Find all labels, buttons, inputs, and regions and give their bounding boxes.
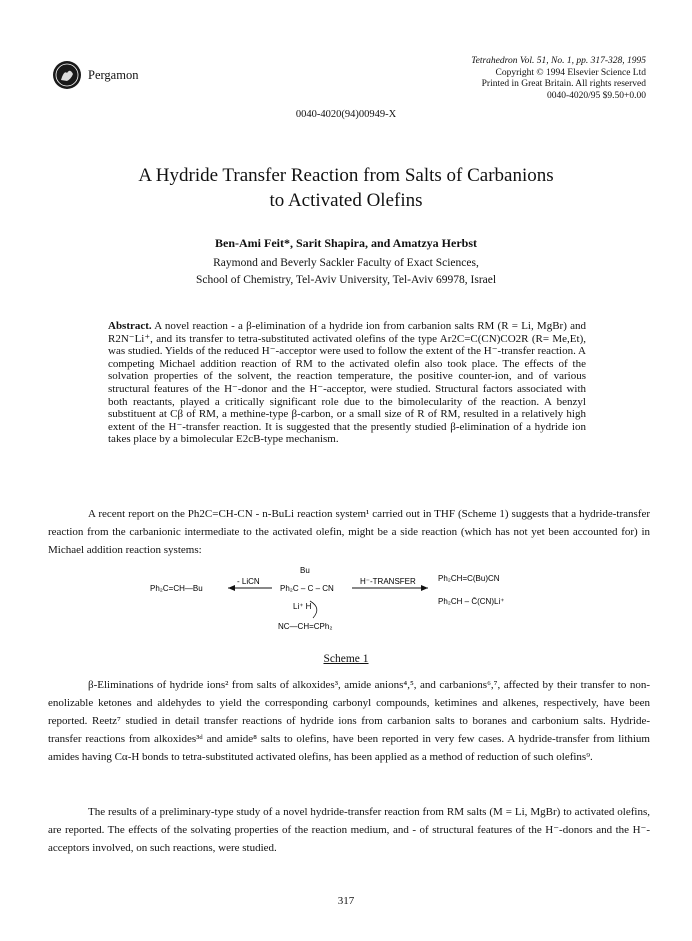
scheme-product-1: Ph₂CH=C(Bu)CN [438,574,500,583]
paragraph-3-text: The results of a preliminary-type study of a novel hydride-transfer reaction from RM salts (M = Li, MgBr) to activated olefins, are reported. The effects of the solvating properties of the reaction medium, and - of structural features of the H⁻-donors and the H⁻-acceptors involved, on such reactions, were studied. [48,806,650,854]
scheme-li-h: Li⁺ H [293,602,312,611]
doi: 0040-4020(94)00949-X [295,109,397,120]
paragraph-2-text: β-Eliminations of hydride ions² from salts of alkoxides³, amide anions⁴,⁵, and carbanions⁶,⁷, affected by their transfer to non-enolizable ketones and aldehydes to yield the corresponding carbonyl compounds, ketimines and alkenes, respectively, have been reported. Reetz⁷ studied in detail transfer reactions of hydride ions from carbanion salts to boranes and carbonium salts. Hydride-transfer reactions from alkoxides³ᵈ and amide⁸ salts to olefins, have been reported in very few cases. A hydride-transfer from lithium amides having Cα-H bonds to tetra-substituted activated olefins, has been applied as a method of reduction of such olefins⁹. [48,679,650,763]
title-line-1: A Hydride Transfer Reaction from Salts of Carbanions [138,165,554,186]
paragraph-1-text: A recent report on the Ph2C=CH-CN - n-BuLi reaction system¹ carried out in THF (Scheme 1) suggests that a hydride-transfer reaction from the carbanionic intermediate to the activated olefin, might be a side reaction (which has not yet been accounted for) in Michael addition reaction systems: [48,508,650,556]
abstract-text: A novel reaction - a β-elimination of a hydride ion from carbanion salts RM (R = Li, MgBr) and R2N⁻Li⁺, and its transfer to tetra-substituted activated olefins of the type Ar2C=C(CN)CO2R (R= Me,Et), was studied. Yields of the reduced H⁻-acceptor were used to follow the extent of the H⁻-transfer reaction. A competing Michael addition reaction of RM to the activated olefin also took place. The effects of the solvation properties of the solvent, the reaction temperature, the positive counter-ion, and of various structural features of the H⁻-donor and the H⁻-acceptor, were studied. Structural factors associated with both reactants, played a critically significant role due to the bimolecularity of the reaction. A benzyl substituent at Cβ of RM, a methine-type β-carbon, or a small size of R of RM, resulted in a relatively high extent of the H⁻-transfer reaction. It is suggested that the presently studied β-elimination of a hydride ion takes place by a bimolecular E2cB-type mechanism. [108,320,586,446]
price-line: 0040-4020/95 $9.50+0.00 [546,90,646,101]
scheme-caption: Scheme 1 [323,653,369,665]
scheme-arrow1-label: - LiCN [237,577,260,586]
scheme-product-2: Ph₂CH – C̄(CN)Li⁺ [438,597,505,606]
authors: Ben-Ami Feit*, Sarit Shapira, and Amatzya Herbst [215,236,477,250]
abstract [108,320,586,446]
scheme-left-compound: Ph₂C=CH—Bu [150,584,203,593]
page-number: 317 [337,895,355,907]
scheme-olefin: NC—CH=CPh₂ [278,622,333,631]
paragraph-3 [48,803,650,857]
paragraph-2 [48,676,650,766]
paragraph-1 [48,505,650,559]
paper-title [0,163,692,213]
affiliation [0,255,692,289]
affiliation-line-1: Raymond and Beverly Sackler Faculty of Exact Sciences, [213,257,479,269]
publisher-logo [52,60,82,90]
copyright-line: Copyright © 1994 Elsevier Science Ltd [495,67,646,78]
publisher-name: Pergamon [88,68,139,82]
scheme-bu-label: Bu [300,566,310,575]
title-line-2: to Activated Olefins [269,190,423,211]
scheme-arrow2-label: H⁻-TRANSFER [360,577,416,586]
abstract-label: Abstract. [108,320,152,332]
journal-line: Tetrahedron Vol. 51, No. 1, pp. 317-328, 1995 [471,56,646,66]
scheme-middle-compound: Ph₂C – C – CN [280,584,334,593]
scheme-1-diagram [150,566,570,646]
affiliation-line-2: School of Chemistry, Tel-Aviv University, Tel-Aviv 69978, Israel [195,274,497,286]
journal-info [356,56,646,102]
printed-line: Printed in Great Britain. All rights reserved [481,79,646,89]
